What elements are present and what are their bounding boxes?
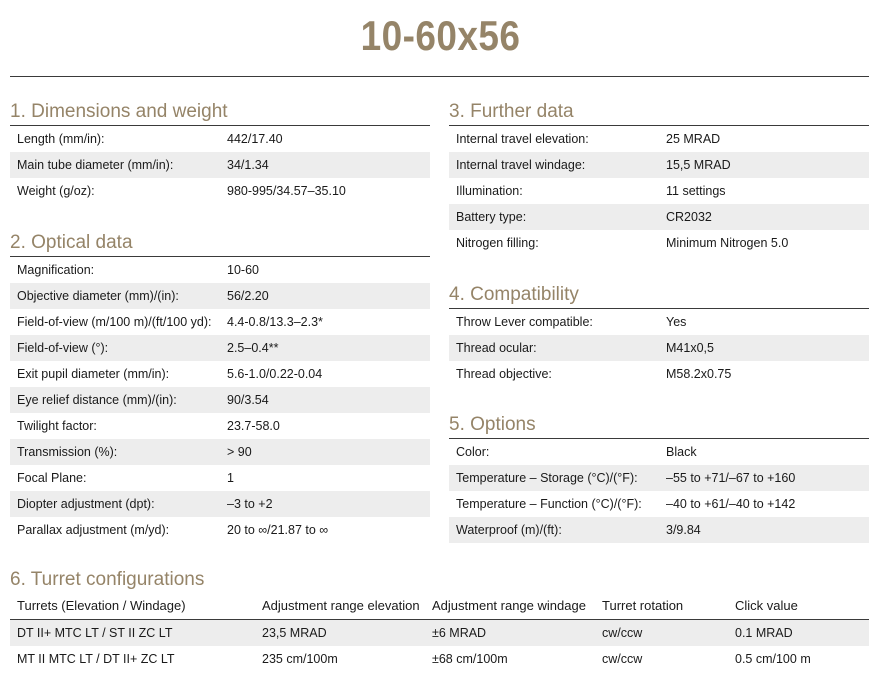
spec-label: Parallax adjustment (m/yd): xyxy=(17,523,170,537)
spec-label: Diopter adjustment (dpt): xyxy=(17,497,155,511)
spec-label: Field-of-view (°): xyxy=(17,341,109,355)
spec-value: 442/17.40 xyxy=(227,132,283,146)
spec-value: –40 to +61/–40 to +142 xyxy=(666,497,796,511)
spec-label: Thread ocular: xyxy=(456,341,537,355)
spec-row xyxy=(10,491,430,517)
spec-row xyxy=(449,309,869,335)
page-title: 10-60x56 xyxy=(360,12,521,59)
turret-table-header xyxy=(10,593,869,620)
title-divider xyxy=(10,76,869,77)
spec-row xyxy=(10,152,430,178)
spec-table xyxy=(10,257,430,543)
spec-row xyxy=(10,283,430,309)
column-header: Adjustment range windage xyxy=(432,598,586,613)
spec-row xyxy=(10,361,430,387)
spec-row xyxy=(10,387,430,413)
section-heading: 3. Further data xyxy=(449,99,869,126)
table-cell: DT II+ MTC LT / ST II ZC LT xyxy=(17,626,173,640)
spec-label: Nitrogen filling: xyxy=(456,236,539,250)
spec-value: Yes xyxy=(666,315,687,329)
table-cell: MT II MTC LT / DT II+ ZC LT xyxy=(17,652,175,666)
spec-value: 15,5 MRAD xyxy=(666,158,731,172)
spec-row xyxy=(449,361,869,387)
spec-value: 10-60 xyxy=(227,263,259,277)
spec-label: Magnification: xyxy=(17,263,95,277)
spec-row xyxy=(10,517,430,543)
spec-value: 90/3.54 xyxy=(227,393,269,407)
spec-row xyxy=(449,517,869,543)
spec-table xyxy=(449,126,869,256)
spec-label: Color: xyxy=(456,445,490,459)
spec-value: 5.6-1.0/0.22-0.04 xyxy=(227,367,323,381)
spec-label: Objective diameter (mm)/(in): xyxy=(17,289,179,303)
spec-value: 1 xyxy=(227,471,234,485)
spec-row xyxy=(449,439,869,465)
spec-row xyxy=(10,309,430,335)
table-cell: cw/ccw xyxy=(602,626,643,640)
spec-row xyxy=(449,178,869,204)
spec-row xyxy=(449,465,869,491)
spec-label: Temperature – Storage (°C)/(°F): xyxy=(456,471,638,485)
spec-table xyxy=(449,439,869,543)
spec-row xyxy=(10,465,430,491)
spec-value: 25 MRAD xyxy=(666,132,721,146)
section-heading: 2. Optical data xyxy=(10,230,430,257)
spec-value: 3/9.84 xyxy=(666,523,701,537)
spec-value: Black xyxy=(666,445,697,459)
spec-value: 4.4-0.8/13.3–2.3* xyxy=(227,315,323,329)
spec-row xyxy=(449,204,869,230)
spec-row xyxy=(10,335,430,361)
spec-value: –3 to +2 xyxy=(227,497,273,511)
spec-label: Main tube diameter (mm/in): xyxy=(17,158,174,172)
spec-value: 11 settings xyxy=(666,184,726,198)
spec-row xyxy=(10,126,430,152)
table-cell: ±6 MRAD xyxy=(432,626,487,640)
spec-value: –55 to +71/–67 to +160 xyxy=(666,471,796,485)
column-header: Turret rotation xyxy=(602,598,684,613)
table-cell: 235 cm/100m xyxy=(262,652,338,666)
spec-label: Illumination: xyxy=(456,184,523,198)
spec-label: Eye relief distance (mm)/(in): xyxy=(17,393,177,407)
spec-value: 980-995/34.57–35.10 xyxy=(227,184,346,198)
table-cell: ±68 cm/100m xyxy=(432,652,508,666)
spec-label: Focal Plane: xyxy=(17,471,87,485)
spec-value: 20 to ∞/21.87 to ∞ xyxy=(227,523,329,537)
section-turret xyxy=(10,567,869,672)
section-optical xyxy=(10,230,430,543)
spec-table xyxy=(449,309,869,387)
spec-label: Battery type: xyxy=(456,210,527,224)
spec-value: > 90 xyxy=(227,445,252,459)
column-header: Turrets (Elevation / Windage) xyxy=(17,598,186,613)
spec-label: Weight (g/oz): xyxy=(17,184,95,198)
spec-label: Internal travel windage: xyxy=(456,158,586,172)
spec-row xyxy=(449,152,869,178)
spec-value: CR2032 xyxy=(666,210,712,224)
spec-row xyxy=(10,439,430,465)
section-heading: 1. Dimensions and weight xyxy=(10,99,430,126)
spec-label: Thread objective: xyxy=(456,367,552,381)
spec-value: 23.7-58.0 xyxy=(227,419,280,433)
column-header: Adjustment range elevation xyxy=(262,598,420,613)
table-row xyxy=(10,646,869,672)
spec-row xyxy=(449,230,869,256)
spec-row xyxy=(449,126,869,152)
spec-row xyxy=(10,257,430,283)
table-cell: cw/ccw xyxy=(602,652,643,666)
column-header: Click value xyxy=(735,598,798,613)
spec-label: Temperature – Function (°C)/(°F): xyxy=(456,497,642,511)
spec-label: Internal travel elevation: xyxy=(456,132,589,146)
spec-row xyxy=(10,178,430,204)
section-further xyxy=(449,99,869,256)
table-row xyxy=(10,620,869,646)
spec-value: 2.5–0.4** xyxy=(227,341,279,355)
spec-value: 56/2.20 xyxy=(227,289,269,303)
spec-value: 34/1.34 xyxy=(227,158,269,172)
spec-label: Waterproof (m)/(ft): xyxy=(456,523,562,537)
spec-value: M41x0,5 xyxy=(666,341,714,355)
spec-row xyxy=(449,491,869,517)
section-heading: 5. Options xyxy=(449,412,869,439)
section-options xyxy=(449,412,869,543)
spec-row xyxy=(10,413,430,439)
spec-value: M58.2x0.75 xyxy=(666,367,732,381)
spec-label: Throw Lever compatible: xyxy=(456,315,593,329)
spec-label: Length (mm/in): xyxy=(17,132,105,146)
spec-label: Twilight factor: xyxy=(17,419,97,433)
spec-value: Minimum Nitrogen 5.0 xyxy=(666,236,789,250)
section-compatibility xyxy=(449,282,869,387)
section-heading: 6. Turret configurations xyxy=(10,569,205,590)
section-heading: 4. Compatibility xyxy=(449,282,869,309)
spec-table xyxy=(10,126,430,204)
spec-label: Field-of-view (m/100 m)/(ft/100 yd): xyxy=(17,315,212,329)
table-cell: 0.5 cm/100 m xyxy=(735,652,811,666)
spec-row xyxy=(449,335,869,361)
spec-label: Exit pupil diameter (mm/in): xyxy=(17,367,170,381)
table-cell: 0.1 MRAD xyxy=(735,626,793,640)
spec-label: Transmission (%): xyxy=(17,445,118,459)
section-dimensions xyxy=(10,99,430,204)
table-cell: 23,5 MRAD xyxy=(262,626,327,640)
